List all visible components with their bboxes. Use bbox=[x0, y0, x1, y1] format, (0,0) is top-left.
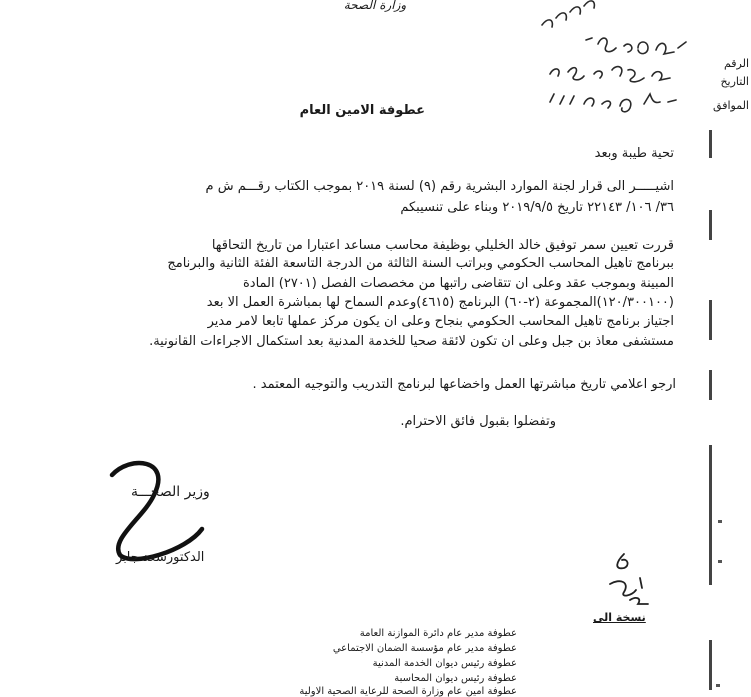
ministry-header: وزارة الصحة bbox=[343, 0, 407, 12]
margin-mark bbox=[709, 640, 712, 690]
paragraph-2-line: المبينة وبموجب عقد وعلى ان تتقاضى راتبها من مخصصات الفصل (٢٧٠١) المادة bbox=[242, 276, 674, 291]
minister-title: وزير الصحـــة bbox=[131, 484, 210, 500]
margin-dot bbox=[718, 560, 722, 563]
closing: وتفضلوا بقبول فائق الاحترام. bbox=[400, 414, 556, 429]
cc-label: نسخة الى bbox=[593, 611, 646, 624]
cc-recipient: عطوفة مدير عام دائرة الموازنة العامة bbox=[359, 628, 517, 639]
margin-mark bbox=[709, 210, 712, 240]
cc-recipient: عطوفة امين عام وزارة الصحة للرعاية الصحية الاولية bbox=[299, 686, 517, 697]
date-label: التاريخ bbox=[720, 75, 749, 88]
paragraph-2-line: اجتياز برنامج تاهيل المحاسب الحكومي بنجاح وعلى ان يكون مركز عملها تابعا لامر مدير bbox=[207, 314, 674, 329]
paragraph-2-line: ببرنامج تاهيل المحاسب الحكومي وبراتب السنة الثالثة من الدرجة التاسعة الفئة الثانية والبرنامج bbox=[167, 256, 674, 271]
margin-mark bbox=[709, 445, 712, 585]
paragraph-2-line: مستشفى معاذ بن جبل وعلى ان تكون لائقة صحيا للخدمة المدنية بعد استكمال الاجراءات القانونية. bbox=[149, 334, 674, 349]
corresponds-label: الموافق bbox=[713, 99, 749, 112]
cc-recipient: عطوفة مدير عام مؤسسة الضمان الاجتماعي bbox=[332, 643, 517, 654]
paragraph-3: ارجو اعلامي تاريخ مباشرتها العمل واخضاعها لبرنامج التدريب والتوجيه المعتمد . bbox=[252, 377, 676, 392]
paragraph-1-line: اشيـــــر الى قرار لجنة الموارد البشرية رقم (٩) لسنة ٢٠١٩ بموجب الكتاب رقـــم ش م bbox=[205, 179, 674, 194]
paragraph-2-line: قررت تعيين سمر توفيق خالد الخليلي بوظيفة محاسب مساعد اعتبارا من تاريخ التحاقها bbox=[211, 238, 674, 253]
margin-mark bbox=[709, 300, 712, 340]
cc-recipient: عطوفة رئيس ديوان المحاسبة bbox=[394, 673, 517, 684]
margin-dot bbox=[718, 520, 722, 523]
handwritten-reference-numbers bbox=[528, 0, 718, 125]
margin-mark bbox=[709, 130, 712, 158]
handwritten-initials bbox=[600, 548, 660, 618]
paragraph-2-line: (١٢٠/٣٠٠١٠٠)المجموعة (٢-٦٠) البرنامج (٤٦١٥)وعدم السماح لها بمباشرة العمل الا بعد bbox=[206, 295, 674, 310]
reference-number-label: الرقم bbox=[723, 57, 749, 70]
cc-recipient: عطوفة رئيس ديوان الخدمة المدنية bbox=[372, 658, 517, 669]
addressee: عطوفة الامين العام bbox=[299, 103, 425, 118]
minister-name: الدكتورسعد جابر bbox=[116, 550, 205, 565]
margin-mark bbox=[709, 370, 712, 400]
margin-dot bbox=[716, 684, 720, 687]
greeting: تحية طيبة وبعد bbox=[594, 146, 674, 161]
paragraph-1-line: ٣٦/ ١٠٦/ ٢٢١٤٣ تاريخ ٢٠١٩/٩/٥ وبناء على تنسيبكم bbox=[400, 200, 674, 215]
